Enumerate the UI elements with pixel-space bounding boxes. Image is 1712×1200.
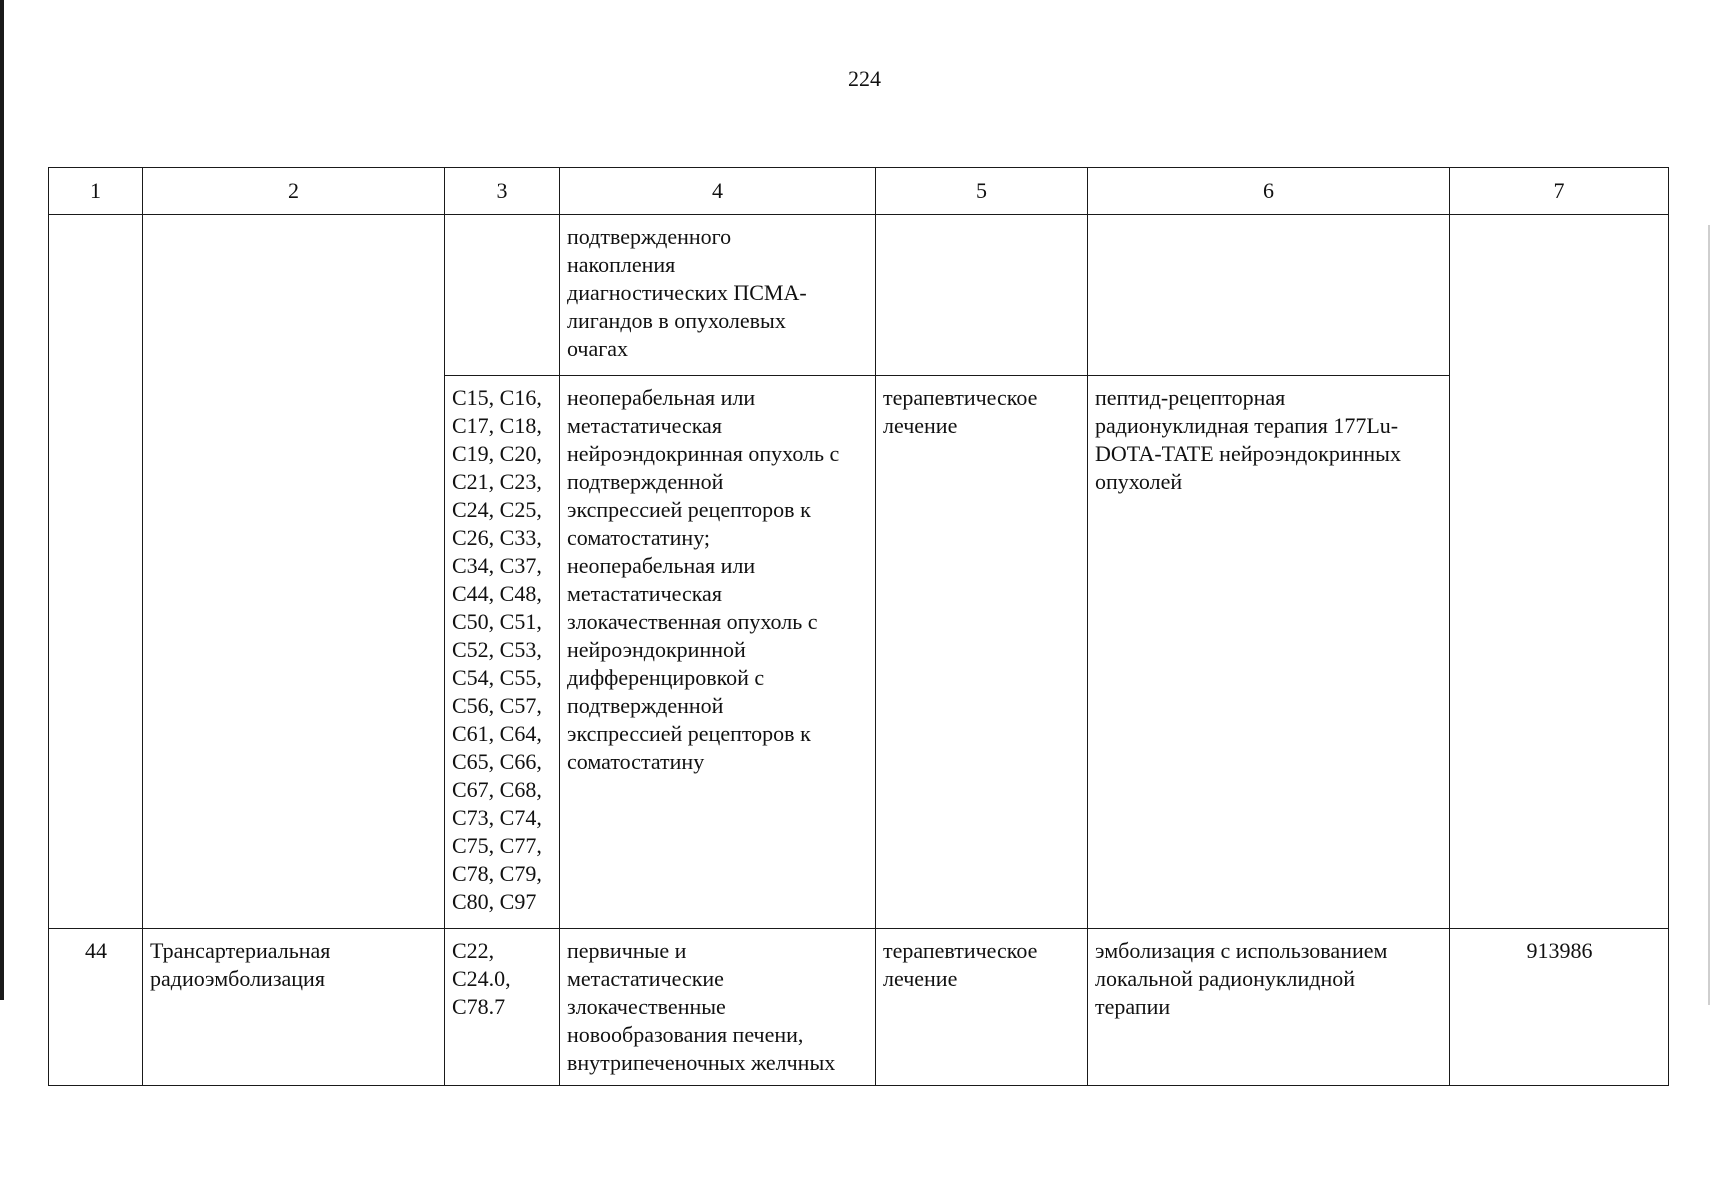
icd-codes-cell: C22, C24.0, C78.7	[445, 929, 560, 1086]
patient-model-continuation: подтвержденного накопления диагностических ПСМА- лигандов в опухолевых очагах	[560, 215, 876, 376]
scan-edge-right	[1708, 225, 1710, 1005]
icd-codes-cell: C15, C16, C17, C18, C19, C20, C21, C23, C24, C25, C26, C33, C34, C37, C44, C48, C50, C51, C52, C53, C54, C55, C56, C57, C61, C64, C65, C66, C67, C68, C73, C74, C75, C77, C78, C79, C80, C97	[445, 376, 560, 929]
care-type-cell: Трансартериальная радиоэмболизация	[143, 929, 445, 1086]
cost-cell: 913986	[1450, 929, 1669, 1086]
column-number-5: 5	[876, 168, 1088, 215]
column-number-3: 3	[445, 168, 560, 215]
row-number-cell-empty	[49, 215, 143, 929]
treatment-method-cell: эмболизация с использованием локальной радионуклидной терапии	[1088, 929, 1450, 1086]
treatment-method-cell: пептид-рецепторная радионуклидная терапия 177Lu- DOTA-TATE нейроэндокринных опухолей	[1088, 376, 1450, 929]
page-number: 224	[848, 66, 881, 91]
scan-edge-left	[0, 0, 4, 1000]
treatment-type-cell: терапевтическое лечение	[876, 376, 1088, 929]
medical-care-table	[48, 167, 1669, 1086]
row-number-cell: 44	[49, 929, 143, 1086]
column-number-7: 7	[1450, 168, 1669, 215]
table-row	[49, 929, 1669, 1086]
table-row	[49, 215, 1669, 376]
column-number-4: 4	[560, 168, 876, 215]
treatment-method-cell-empty	[1088, 215, 1450, 376]
column-number-row	[49, 168, 1669, 215]
patient-model-cell: первичные и метастатические злокачественные новообразования печени, внутрипеченочных желчных	[560, 929, 876, 1086]
column-number-6: 6	[1088, 168, 1450, 215]
icd-codes-cell-empty	[445, 215, 560, 376]
column-number-1: 1	[49, 168, 143, 215]
treatment-type-cell: терапевтическое лечение	[876, 929, 1088, 1086]
cost-cell-empty	[1450, 215, 1669, 929]
care-type-cell-empty	[143, 215, 445, 929]
column-number-2: 2	[143, 168, 445, 215]
patient-model-cell: неоперабельная или метастатическая нейроэндокринная опухоль с подтвержденной экспрессией рецепторов к соматостатину; неоперабельная или метастатическая злокачественная опухоль с нейроэндокринной дифференцировкой с подтвержденной экспрессией рецепторов к соматостатину	[560, 376, 876, 929]
treatment-type-cell-empty	[876, 215, 1088, 376]
